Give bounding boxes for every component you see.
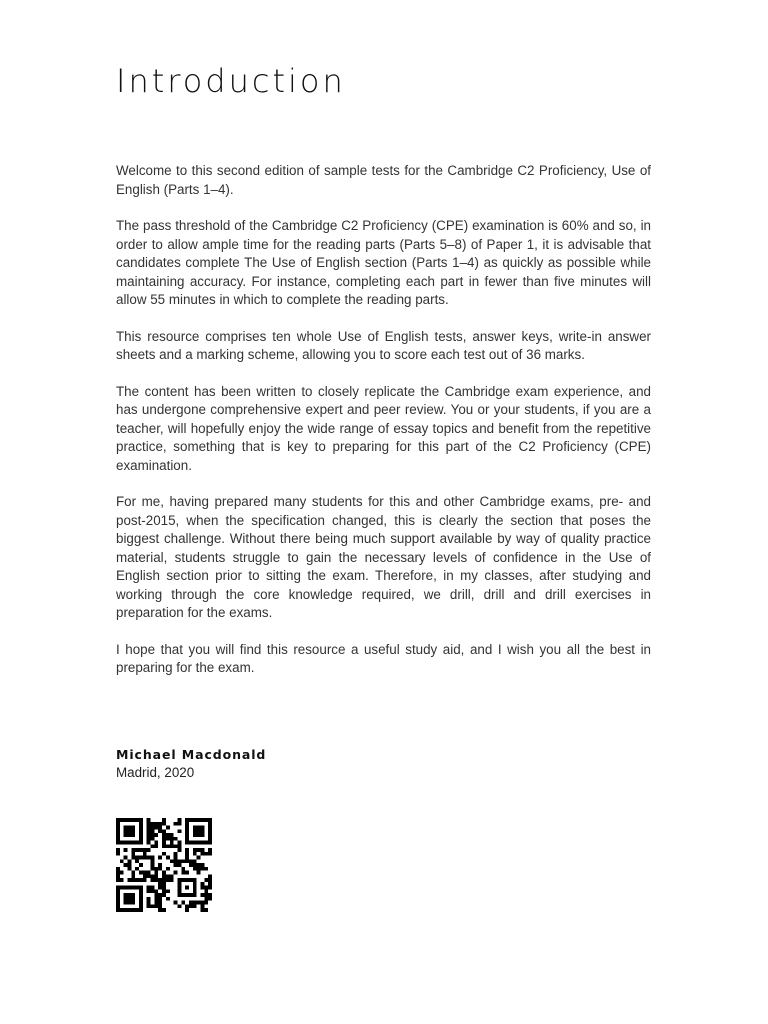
qr-code-icon[interactable] xyxy=(116,818,212,912)
paragraph-resource-contents: This resource comprises ten whole Use of English tests, answer keys, write-in answer sheets and a marking scheme, allowing you to score each test out of 36 marks. xyxy=(116,328,651,362)
paragraph-content-review: The content has been written to closely replicate the Cambridge exam experience, and has undergone comprehensive expert and peer review. You or your students, if you are a teacher, will hopefully enjoy the wide range of essay topics and benefit from the repetitive practice, something that is key to preparing for this part of the C2 Proficiency (CPE) examination. xyxy=(116,383,651,473)
page-title: Introduction xyxy=(116,62,346,100)
introduction-body xyxy=(116,162,651,696)
place-and-date: Madrid, 2020 xyxy=(116,765,195,780)
signature-block xyxy=(116,746,266,782)
paragraph-closing-wish: I hope that you will find this resource a useful study aid, and I wish you all the best in preparing for the exam. xyxy=(116,641,651,675)
author-name: Michael Macdonald xyxy=(116,747,267,762)
paragraph-pass-threshold: The pass threshold of the Cambridge C2 Proficiency (CPE) examination is 60% and so, in order to allow ample time for the reading parts (Parts 5–8) of Paper 1, it is advisable that candidates complete The Use of English section (Parts 1–4) as quickly as possible while maintaining accuracy. For instance, completing each part in fewer than five minutes will allow 55 minutes in which to complete the reading parts. xyxy=(116,218,651,307)
paragraph-welcome: Welcome to this second edition of sample tests for the Cambridge C2 Proficiency, Use of English (Parts 1–4). xyxy=(116,163,651,197)
paragraph-author-experience: For me, having prepared many students for this and other Cambridge exams, pre- and post-2015, when the specification changed, this is clearly the section that poses the biggest challenge. Without there being much support available by way of quality practice material, students struggle to gain the necessary levels of confidence in the Use of English section prior to sitting the exam. Therefore, in my classes, after studying and working through the core knowledge required, we drill, drill and drill exercises in preparation for the exams. xyxy=(116,494,651,620)
